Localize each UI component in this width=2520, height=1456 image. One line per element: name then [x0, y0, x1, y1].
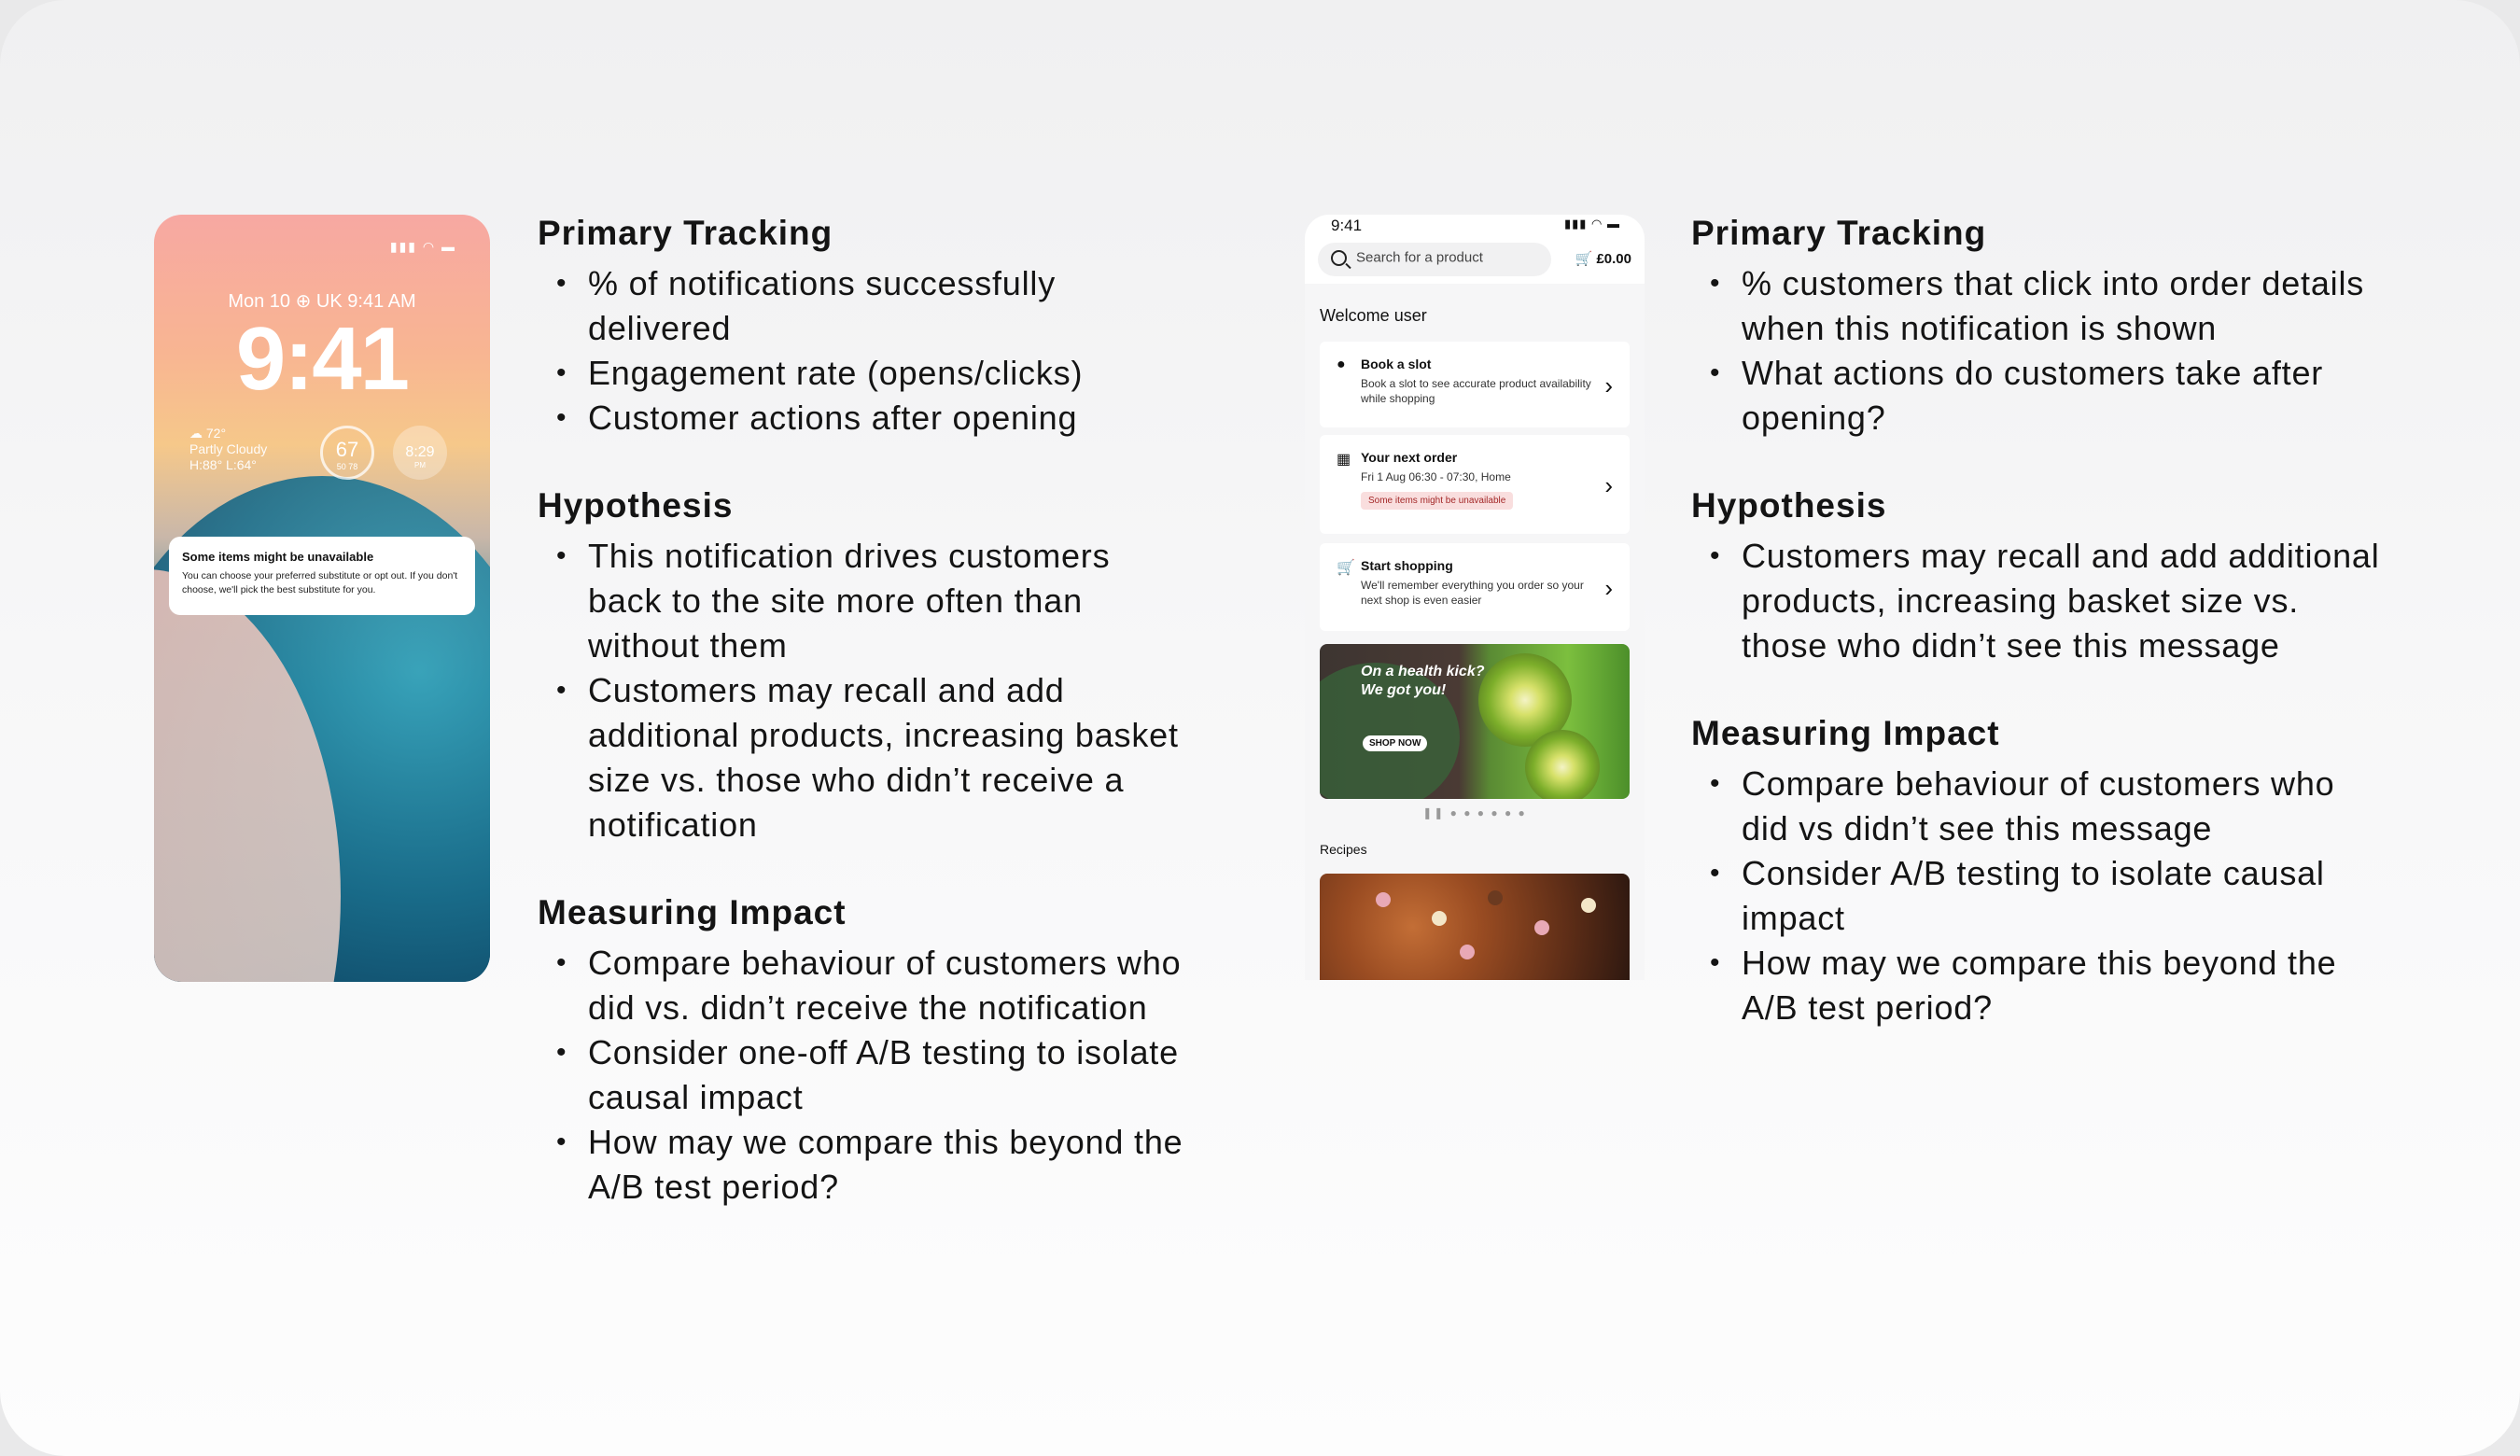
trolley-icon: 🛒	[1337, 560, 1355, 576]
list-item: • What actions do customers take after opening?	[1742, 351, 2382, 441]
gauge-range: 50 78	[336, 462, 358, 471]
weather-temp: ☁ 72°	[189, 426, 227, 441]
notification-title: Some items might be unavailable	[182, 550, 374, 564]
section-title: Hypothesis	[1691, 486, 1887, 525]
gauge-value: 67	[335, 438, 359, 461]
sweet-decoration	[1376, 892, 1391, 907]
bullet-list	[1691, 762, 2382, 1030]
chevron-right-icon: ›	[1604, 471, 1613, 499]
card-subtitle: Fri 1 Aug 06:30 - 07:30, Home	[1361, 470, 1511, 483]
next-order-card[interactable]	[1320, 435, 1630, 534]
push-notification[interactable]	[169, 537, 475, 615]
banner-title	[1361, 663, 1484, 700]
sunset-label: PM	[414, 461, 426, 469]
sweet-decoration	[1460, 945, 1475, 959]
calendar-icon: ▦	[1337, 452, 1351, 468]
section-title: Measuring Impact	[1691, 714, 2000, 752]
list-item: • % of notifications successfully delivered	[588, 261, 1191, 351]
list-item: • Customers may recall and add additional products, increasing basket size vs. those who didn’t see this message	[1742, 534, 2382, 668]
basket-total: £0.00	[1596, 251, 1631, 267]
list-item: • Customer actions after opening	[588, 396, 1191, 441]
section-title: Primary Tracking	[1691, 214, 1987, 252]
left-primary-tracking	[538, 211, 1191, 441]
list-item: • How may we compare this beyond the A/B test period?	[588, 1120, 1191, 1210]
list-item: • Compare behaviour of customers who did vs didn’t see this message	[1742, 762, 2382, 851]
promo-banner[interactable]	[1320, 644, 1630, 799]
weather-range: H:88° L:64°	[189, 457, 257, 472]
welcome-heading: Welcome user	[1320, 306, 1427, 325]
bullet-list	[538, 941, 1191, 1210]
kiwi-image	[1525, 730, 1600, 799]
app-phone	[1305, 215, 1645, 980]
start-shopping-card[interactable]	[1320, 543, 1630, 631]
app-clock: 9:41	[1331, 217, 1363, 234]
section-title: Primary Tracking	[538, 214, 833, 252]
right-hypothesis	[1691, 483, 2382, 668]
card-title: Start shopping	[1361, 558, 1453, 573]
list-item: • Compare behaviour of customers who did vs. didn’t receive the notification	[588, 941, 1191, 1030]
sweet-decoration	[1432, 911, 1447, 926]
search-input[interactable]	[1318, 243, 1551, 276]
lockscreen-phone	[154, 215, 490, 982]
sweet-decoration	[1488, 890, 1503, 905]
app-header	[1305, 215, 1645, 284]
list-item: • % customers that click into order details when this notification is shown	[1742, 261, 2382, 351]
recipe-image[interactable]	[1320, 874, 1630, 980]
weather-widget	[189, 426, 267, 473]
right-primary-tracking	[1691, 211, 2382, 441]
recipes-heading: Recipes	[1320, 842, 1367, 857]
carousel-indicator[interactable]: ❚❚ ● ● ● ● ● ●	[1422, 806, 1527, 819]
notification-body: You can choose your preferred substitute or opt out. If you don't choose, we'll pick the best substitute for you.	[182, 570, 458, 595]
search-placeholder: Search for a product	[1356, 249, 1483, 266]
card-title: Book a slot	[1361, 357, 1432, 371]
left-hypothesis	[538, 483, 1191, 847]
chevron-right-icon: ›	[1604, 371, 1613, 399]
list-item: • Customers may recall and add additional products, increasing basket size vs. those who didn’t receive a notification	[588, 668, 1191, 847]
status-bar-icons: ▮▮▮ ◠ ▬	[389, 239, 456, 254]
sunset-time: 8:29	[405, 444, 435, 460]
status-badge: Some items might be unavailable	[1361, 492, 1513, 510]
list-item: • Consider one-off A/B testing to isolate causal impact	[588, 1030, 1191, 1120]
list-item: • How may we compare this beyond the A/B test period?	[1742, 941, 2382, 1030]
right-measuring-impact	[1691, 711, 2382, 1030]
clock-icon: ●	[1337, 357, 1346, 372]
bullet-list	[1691, 534, 2382, 668]
bullet-list	[538, 534, 1191, 847]
shop-now-button[interactable]: SHOP NOW	[1363, 735, 1427, 751]
bullet-list	[538, 261, 1191, 441]
cart-icon: 🛒	[1575, 251, 1593, 267]
card-subtitle: Book a slot to see accurate product availability while shopping	[1361, 377, 1591, 405]
card-title: Your next order	[1361, 450, 1458, 465]
section-title: Measuring Impact	[538, 893, 847, 931]
list-item: • This notification drives customers back to the site more often than without them	[588, 534, 1191, 668]
app-status-icons: ▮▮▮ ◠ ▬	[1563, 217, 1620, 231]
basket-button[interactable]	[1575, 250, 1631, 267]
chevron-right-icon: ›	[1604, 574, 1613, 602]
left-measuring-impact	[538, 890, 1191, 1210]
search-icon	[1331, 250, 1347, 266]
book-slot-card[interactable]	[1320, 342, 1630, 427]
sunset-widget	[393, 426, 447, 480]
banner-title-line: On a health kick?	[1361, 664, 1485, 679]
temperature-gauge	[320, 426, 374, 480]
list-item: • Consider A/B testing to isolate causal impact	[1742, 851, 2382, 941]
lockscreen-time: 9:41	[235, 309, 409, 409]
list-item: • Engagement rate (opens/clicks)	[588, 351, 1191, 396]
sweet-decoration	[1534, 920, 1549, 935]
lockscreen-date: Mon 10 ⊕ UK 9:41 AM	[228, 291, 416, 312]
bullet-list	[1691, 261, 2382, 441]
section-title: Hypothesis	[538, 486, 734, 525]
banner-title-line: We got you!	[1361, 682, 1447, 698]
left-notes	[538, 211, 1191, 1253]
card-subtitle: We'll remember everything you order so your next shop is even easier	[1361, 579, 1584, 607]
sweet-decoration	[1581, 898, 1596, 913]
weather-condition: Partly Cloudy	[189, 441, 268, 456]
right-notes	[1691, 211, 2382, 1073]
